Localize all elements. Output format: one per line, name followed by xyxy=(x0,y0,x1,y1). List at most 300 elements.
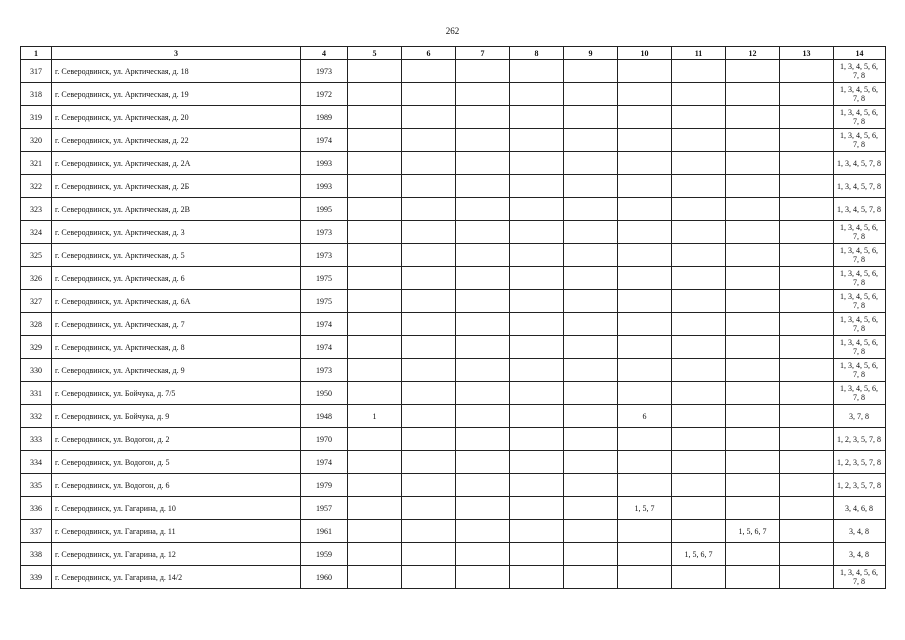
table-cell xyxy=(780,129,834,152)
table-cell xyxy=(726,290,780,313)
table-cell xyxy=(564,566,618,589)
table-cell xyxy=(348,60,402,83)
codes-text: 1, 3, 4, 5, 6, 7, 8 xyxy=(840,384,878,402)
row-number-cell: 329 xyxy=(21,336,52,359)
table-cell xyxy=(618,428,672,451)
table-cell xyxy=(402,198,456,221)
table-cell xyxy=(564,336,618,359)
address-cell: г. Северодвинск, ул. Арктическая, д. 6 xyxy=(52,267,301,290)
table-cell xyxy=(726,83,780,106)
table-cell xyxy=(672,520,726,543)
table-cell xyxy=(672,198,726,221)
codes-text: 1, 3, 4, 5, 6, 7, 8 xyxy=(840,315,878,333)
row-number-cell: 320 xyxy=(21,129,52,152)
table-row xyxy=(21,221,886,244)
year-cell: 1973 xyxy=(301,359,348,382)
table-cell xyxy=(348,244,402,267)
table-row xyxy=(21,451,886,474)
table-cell xyxy=(402,175,456,198)
codes-cell xyxy=(834,520,886,543)
codes-text: 1, 3, 4, 5, 7, 8 xyxy=(837,181,881,191)
table-cell xyxy=(348,221,402,244)
table-cell xyxy=(510,474,564,497)
table-cell xyxy=(348,382,402,405)
year-cell: 1974 xyxy=(301,336,348,359)
row-number-cell: 330 xyxy=(21,359,52,382)
codes-text: 1, 3, 4, 5, 6, 7, 8 xyxy=(840,568,878,586)
table-row xyxy=(21,543,886,566)
table-cell xyxy=(618,198,672,221)
table-cell xyxy=(726,60,780,83)
year-cell: 1989 xyxy=(301,106,348,129)
table-cell xyxy=(564,451,618,474)
column-header: 12 xyxy=(726,47,780,60)
table-cell xyxy=(402,313,456,336)
year-cell: 1973 xyxy=(301,244,348,267)
row-number-cell: 332 xyxy=(21,405,52,428)
table-cell xyxy=(564,428,618,451)
row-number-cell: 326 xyxy=(21,267,52,290)
table-cell xyxy=(402,267,456,290)
codes-cell xyxy=(834,267,886,290)
table-cell xyxy=(726,152,780,175)
table-cell xyxy=(780,60,834,83)
table-cell xyxy=(348,543,402,566)
table-cell xyxy=(618,520,672,543)
table-cell xyxy=(726,198,780,221)
table-row xyxy=(21,106,886,129)
table-cell xyxy=(510,451,564,474)
column-header: 9 xyxy=(564,47,618,60)
row-number-cell: 321 xyxy=(21,152,52,175)
address-cell: г. Северодвинск, ул. Арктическая, д. 6А xyxy=(52,290,301,313)
address-cell: г. Северодвинск, ул. Арктическая, д. 22 xyxy=(52,129,301,152)
table-cell xyxy=(618,175,672,198)
address-cell: г. Северодвинск, ул. Арктическая, д. 5 xyxy=(52,244,301,267)
table-cell xyxy=(348,359,402,382)
table-cell xyxy=(348,129,402,152)
table-cell xyxy=(726,405,780,428)
table-cell xyxy=(780,106,834,129)
row-number-cell: 338 xyxy=(21,543,52,566)
table-cell xyxy=(726,106,780,129)
year-cell: 1973 xyxy=(301,60,348,83)
table-cell xyxy=(564,359,618,382)
table-cell xyxy=(564,313,618,336)
table-row xyxy=(21,336,886,359)
table-cell xyxy=(780,198,834,221)
table-row xyxy=(21,175,886,198)
table-cell xyxy=(348,451,402,474)
table-cell xyxy=(402,244,456,267)
table-cell xyxy=(456,336,510,359)
table-row xyxy=(21,474,886,497)
codes-text: 1, 3, 4, 5, 6, 7, 8 xyxy=(840,62,878,80)
address-cell: г. Северодвинск, ул. Гагарина, д. 12 xyxy=(52,543,301,566)
table-cell xyxy=(510,152,564,175)
address-cell: г. Северодвинск, ул. Арктическая, д. 18 xyxy=(52,60,301,83)
table-row xyxy=(21,405,886,428)
codes-cell xyxy=(834,497,886,520)
year-cell: 1959 xyxy=(301,543,348,566)
codes-cell xyxy=(834,221,886,244)
table-cell xyxy=(672,129,726,152)
year-cell: 1972 xyxy=(301,83,348,106)
page-number: 262 xyxy=(445,26,460,36)
table-cell xyxy=(618,382,672,405)
table-cell xyxy=(456,566,510,589)
table-body xyxy=(21,60,886,589)
table-cell xyxy=(456,290,510,313)
data-table xyxy=(20,46,886,589)
table-cell xyxy=(510,497,564,520)
codes-cell xyxy=(834,290,886,313)
table-cell xyxy=(348,83,402,106)
year-cell: 1993 xyxy=(301,152,348,175)
table-cell xyxy=(726,497,780,520)
table-cell xyxy=(672,382,726,405)
codes-text: 1, 3, 4, 5, 7, 8 xyxy=(837,158,881,168)
table-cell xyxy=(618,267,672,290)
table-cell xyxy=(564,152,618,175)
table-cell xyxy=(672,244,726,267)
table-cell xyxy=(510,198,564,221)
column-header: 6 xyxy=(402,47,456,60)
table-cell xyxy=(510,267,564,290)
codes-cell xyxy=(834,382,886,405)
table-cell xyxy=(510,175,564,198)
row-number-cell: 317 xyxy=(21,60,52,83)
table-cell xyxy=(510,336,564,359)
address-cell: г. Северодвинск, ул. Водогон, д. 2 xyxy=(52,428,301,451)
table-cell xyxy=(780,152,834,175)
table-cell xyxy=(672,359,726,382)
year-cell: 1993 xyxy=(301,175,348,198)
table-row xyxy=(21,129,886,152)
table-cell xyxy=(726,221,780,244)
table-cell xyxy=(510,428,564,451)
codes-text: 1, 3, 4, 5, 6, 7, 8 xyxy=(840,338,878,356)
table-cell xyxy=(672,106,726,129)
header-row xyxy=(21,47,886,60)
table-cell xyxy=(348,175,402,198)
year-cell: 1950 xyxy=(301,382,348,405)
address-cell: г. Северодвинск, ул. Гагарина, д. 14/2 xyxy=(52,566,301,589)
table-cell xyxy=(618,290,672,313)
table-cell xyxy=(564,221,618,244)
table-cell xyxy=(780,336,834,359)
table-cell xyxy=(456,451,510,474)
row-number-cell: 337 xyxy=(21,520,52,543)
codes-cell xyxy=(834,451,886,474)
table-cell xyxy=(564,405,618,428)
table-cell xyxy=(510,244,564,267)
column-header: 8 xyxy=(510,47,564,60)
table-cell xyxy=(618,106,672,129)
table-cell xyxy=(726,474,780,497)
column-header: 10 xyxy=(618,47,672,60)
table-cell xyxy=(726,543,780,566)
address-cell: г. Северодвинск, ул. Гагарина, д. 11 xyxy=(52,520,301,543)
table-cell xyxy=(402,83,456,106)
table-cell xyxy=(618,83,672,106)
table-cell xyxy=(726,451,780,474)
table-row xyxy=(21,267,886,290)
table-cell xyxy=(348,290,402,313)
table-cell xyxy=(726,336,780,359)
table-row xyxy=(21,382,886,405)
table-row xyxy=(21,566,886,589)
table-cell xyxy=(348,428,402,451)
row-number-cell: 319 xyxy=(21,106,52,129)
table-cell xyxy=(510,106,564,129)
table-cell xyxy=(456,497,510,520)
row-number-cell: 327 xyxy=(21,290,52,313)
codes-cell xyxy=(834,129,886,152)
table-cell xyxy=(456,405,510,428)
address-cell: г. Северодвинск, ул. Арктическая, д. 2А xyxy=(52,152,301,175)
table-row xyxy=(21,244,886,267)
table-cell xyxy=(726,428,780,451)
table-cell xyxy=(510,83,564,106)
table-cell xyxy=(618,336,672,359)
table-cell xyxy=(564,175,618,198)
column-header: 1 xyxy=(21,47,52,60)
table-cell xyxy=(672,290,726,313)
table-cell xyxy=(618,152,672,175)
codes-cell xyxy=(834,359,886,382)
address-cell: г. Северодвинск, ул. Бойчука, д. 7/5 xyxy=(52,382,301,405)
table-cell xyxy=(618,543,672,566)
table-cell xyxy=(564,543,618,566)
table-cell xyxy=(456,428,510,451)
row-number-cell: 318 xyxy=(21,83,52,106)
table-cell xyxy=(510,520,564,543)
year-cell: 1970 xyxy=(301,428,348,451)
table-cell xyxy=(348,267,402,290)
table-cell xyxy=(402,520,456,543)
table-cell xyxy=(348,313,402,336)
row-number-cell: 333 xyxy=(21,428,52,451)
table-cell xyxy=(726,267,780,290)
table-cell xyxy=(456,152,510,175)
table-cell xyxy=(564,382,618,405)
table-cell xyxy=(672,474,726,497)
table-cell xyxy=(780,267,834,290)
table-cell xyxy=(672,405,726,428)
table-cell xyxy=(672,313,726,336)
table-cell xyxy=(402,152,456,175)
table-cell xyxy=(726,359,780,382)
table-cell xyxy=(402,543,456,566)
year-cell: 1948 xyxy=(301,405,348,428)
table-cell xyxy=(672,83,726,106)
address-cell: г. Северодвинск, ул. Арктическая, д. 7 xyxy=(52,313,301,336)
table-cell xyxy=(564,129,618,152)
table-cell xyxy=(564,267,618,290)
table-cell xyxy=(780,313,834,336)
table-cell xyxy=(510,129,564,152)
codes-text: 3, 4, 8 xyxy=(849,526,869,536)
table-cell xyxy=(402,221,456,244)
codes-cell xyxy=(834,175,886,198)
table-cell xyxy=(402,497,456,520)
table-cell xyxy=(456,520,510,543)
codes-text: 3, 4, 6, 8 xyxy=(845,503,873,513)
address-cell: г. Северодвинск, ул. Водогон, д. 6 xyxy=(52,474,301,497)
codes-cell xyxy=(834,543,886,566)
table-cell xyxy=(780,382,834,405)
table-cell xyxy=(672,566,726,589)
year-cell: 1979 xyxy=(301,474,348,497)
table-cell xyxy=(618,313,672,336)
table-cell xyxy=(780,405,834,428)
codes-cell xyxy=(834,152,886,175)
table-cell xyxy=(456,83,510,106)
table-cell xyxy=(510,405,564,428)
table-row xyxy=(21,198,886,221)
table-cell xyxy=(456,543,510,566)
address-cell: г. Северодвинск, ул. Бойчука, д. 9 xyxy=(52,405,301,428)
table-cell xyxy=(510,313,564,336)
column-header: 7 xyxy=(456,47,510,60)
table-cell xyxy=(618,451,672,474)
table-cell xyxy=(456,106,510,129)
codes-text: 1, 2, 3, 5, 7, 8 xyxy=(837,434,881,444)
table-cell xyxy=(510,221,564,244)
codes-cell xyxy=(834,60,886,83)
codes-text: 1, 3, 4, 5, 6, 7, 8 xyxy=(840,131,878,149)
table-row xyxy=(21,60,886,83)
codes-text: 1, 2, 3, 5, 7, 8 xyxy=(837,480,881,490)
address-cell: г. Северодвинск, ул. Арктическая, д. 2Б xyxy=(52,175,301,198)
codes-text: 1, 2, 3, 5, 7, 8 xyxy=(837,457,881,467)
table-cell xyxy=(402,336,456,359)
codes-cell xyxy=(834,83,886,106)
table-cell xyxy=(672,497,726,520)
row-number-cell: 339 xyxy=(21,566,52,589)
codes-text: 1, 3, 4, 5, 6, 7, 8 xyxy=(840,361,878,379)
column-header: 13 xyxy=(780,47,834,60)
table-cell xyxy=(402,359,456,382)
table-row xyxy=(21,497,886,520)
table-cell xyxy=(510,359,564,382)
table-cell xyxy=(780,566,834,589)
table-cell xyxy=(510,543,564,566)
table-cell xyxy=(456,129,510,152)
table-cell xyxy=(348,566,402,589)
table-cell xyxy=(402,566,456,589)
table-cell xyxy=(456,60,510,83)
table-cell xyxy=(402,106,456,129)
codes-text: 1, 3, 4, 5, 6, 7, 8 xyxy=(840,223,878,241)
table-cell xyxy=(780,359,834,382)
row-number-cell: 334 xyxy=(21,451,52,474)
address-cell: г. Северодвинск, ул. Арктическая, д. 20 xyxy=(52,106,301,129)
row-number-cell: 331 xyxy=(21,382,52,405)
table-cell: 1 xyxy=(348,405,402,428)
table-cell xyxy=(456,244,510,267)
table-cell xyxy=(672,451,726,474)
table-row xyxy=(21,359,886,382)
table-cell xyxy=(510,290,564,313)
table-cell xyxy=(510,60,564,83)
table-row xyxy=(21,152,886,175)
table-cell xyxy=(348,474,402,497)
table-cell xyxy=(780,83,834,106)
table-cell xyxy=(348,336,402,359)
table-cell xyxy=(456,267,510,290)
table-cell xyxy=(618,566,672,589)
table-cell xyxy=(726,175,780,198)
address-cell: г. Северодвинск, ул. Гагарина, д. 10 xyxy=(52,497,301,520)
table-cell xyxy=(402,428,456,451)
table-cell xyxy=(456,474,510,497)
codes-text: 1, 3, 4, 5, 6, 7, 8 xyxy=(840,108,878,126)
table-cell xyxy=(780,221,834,244)
table-cell xyxy=(726,129,780,152)
row-number-cell: 328 xyxy=(21,313,52,336)
table-cell xyxy=(672,60,726,83)
table-cell xyxy=(726,244,780,267)
table-cell xyxy=(780,175,834,198)
table-cell xyxy=(510,382,564,405)
codes-cell xyxy=(834,198,886,221)
codes-cell xyxy=(834,244,886,267)
column-header: 5 xyxy=(348,47,402,60)
table-cell xyxy=(618,129,672,152)
table-cell xyxy=(402,451,456,474)
table-cell xyxy=(726,382,780,405)
table-cell xyxy=(402,405,456,428)
year-cell: 1974 xyxy=(301,313,348,336)
table-cell: 1, 5, 6, 7 xyxy=(672,543,726,566)
codes-cell xyxy=(834,428,886,451)
codes-cell xyxy=(834,566,886,589)
table-cell xyxy=(348,198,402,221)
table-cell xyxy=(564,106,618,129)
year-cell: 1975 xyxy=(301,267,348,290)
table-cell xyxy=(618,359,672,382)
table-cell xyxy=(618,60,672,83)
column-header: 3 xyxy=(52,47,301,60)
table-cell xyxy=(780,244,834,267)
row-number-cell: 323 xyxy=(21,198,52,221)
codes-text: 1, 3, 4, 5, 6, 7, 8 xyxy=(840,85,878,103)
codes-text: 1, 3, 4, 5, 6, 7, 8 xyxy=(840,269,878,287)
table-cell xyxy=(726,566,780,589)
table-cell xyxy=(672,336,726,359)
codes-text: 1, 3, 4, 5, 6, 7, 8 xyxy=(840,292,878,310)
codes-text: 3, 7, 8 xyxy=(849,411,869,421)
table-cell xyxy=(456,359,510,382)
table-cell xyxy=(618,221,672,244)
address-cell: г. Северодвинск, ул. Арктическая, д. 2В xyxy=(52,198,301,221)
table-cell xyxy=(672,175,726,198)
year-cell: 1973 xyxy=(301,221,348,244)
table-cell xyxy=(780,428,834,451)
table-cell xyxy=(402,382,456,405)
table-cell xyxy=(402,474,456,497)
table-cell xyxy=(456,175,510,198)
table-cell: 1, 5, 7 xyxy=(618,497,672,520)
row-number-cell: 336 xyxy=(21,497,52,520)
codes-cell xyxy=(834,106,886,129)
codes-cell xyxy=(834,405,886,428)
table-cell xyxy=(780,474,834,497)
year-cell: 1957 xyxy=(301,497,348,520)
table-cell xyxy=(402,60,456,83)
